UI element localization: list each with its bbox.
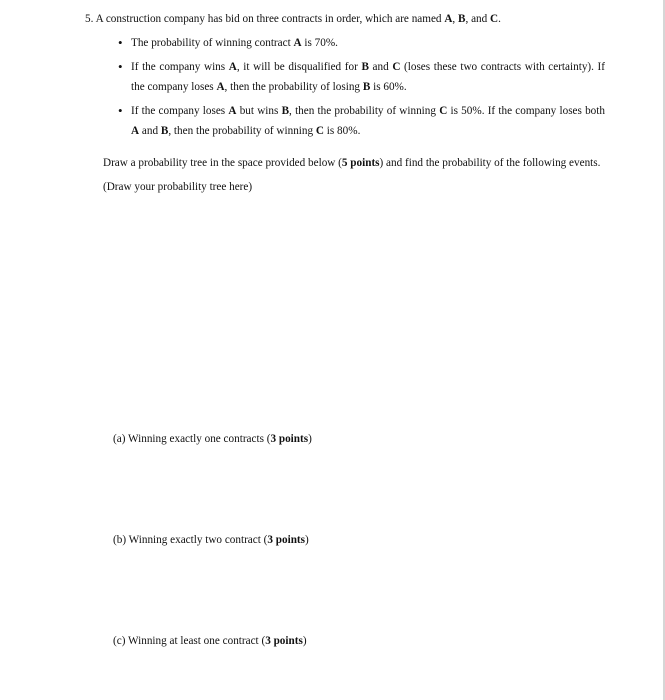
problem-number: 5. [85,13,94,25]
problem-5 [85,9,605,197]
condition-item-1: • The probability of winning contract A is 70%. [85,33,605,53]
points-badge: 5 points [341,157,380,169]
question-part-b: (b) Winning exactly two contract (3 points) [113,534,309,546]
problem-stem: 5. A construction company has bid on three contracts in order, which are named A, B, and C. [85,13,501,25]
condition-item-3: • If the company loses A but wins B, then the probability of winning C is 50%. If the company loses both A and B, then the probability of winning C is 80%. [118,103,605,137]
bullet-icon: • [118,103,123,118]
condition-item-2: • If the company wins A, it will be disqualified for B and C (loses these two contracts with certainty). If the company loses A, then the probability of losing B is 60%. [118,59,606,93]
points-badge: 3 points [270,433,309,445]
question-part-a: (a) Winning exactly one contracts (3 points) [113,433,312,445]
points-badge: 3 points [267,534,305,546]
question-part-c: (c) Winning at least one contract (3 points) [113,635,307,647]
tree-drawing-note: (Draw your probability tree here) [103,181,253,193]
tree-instructions: Draw a probability tree in the space provided below (5 points) and find the probability of the following events. [103,157,601,169]
bullet-icon: • [118,35,123,50]
contract-c-label: C [490,13,499,25]
points-badge: 3 points [265,635,303,647]
bullet-icon: • [118,59,123,74]
contract-a-label: A [444,13,453,25]
condition-list [85,33,605,141]
contract-b-label: B [458,13,466,25]
